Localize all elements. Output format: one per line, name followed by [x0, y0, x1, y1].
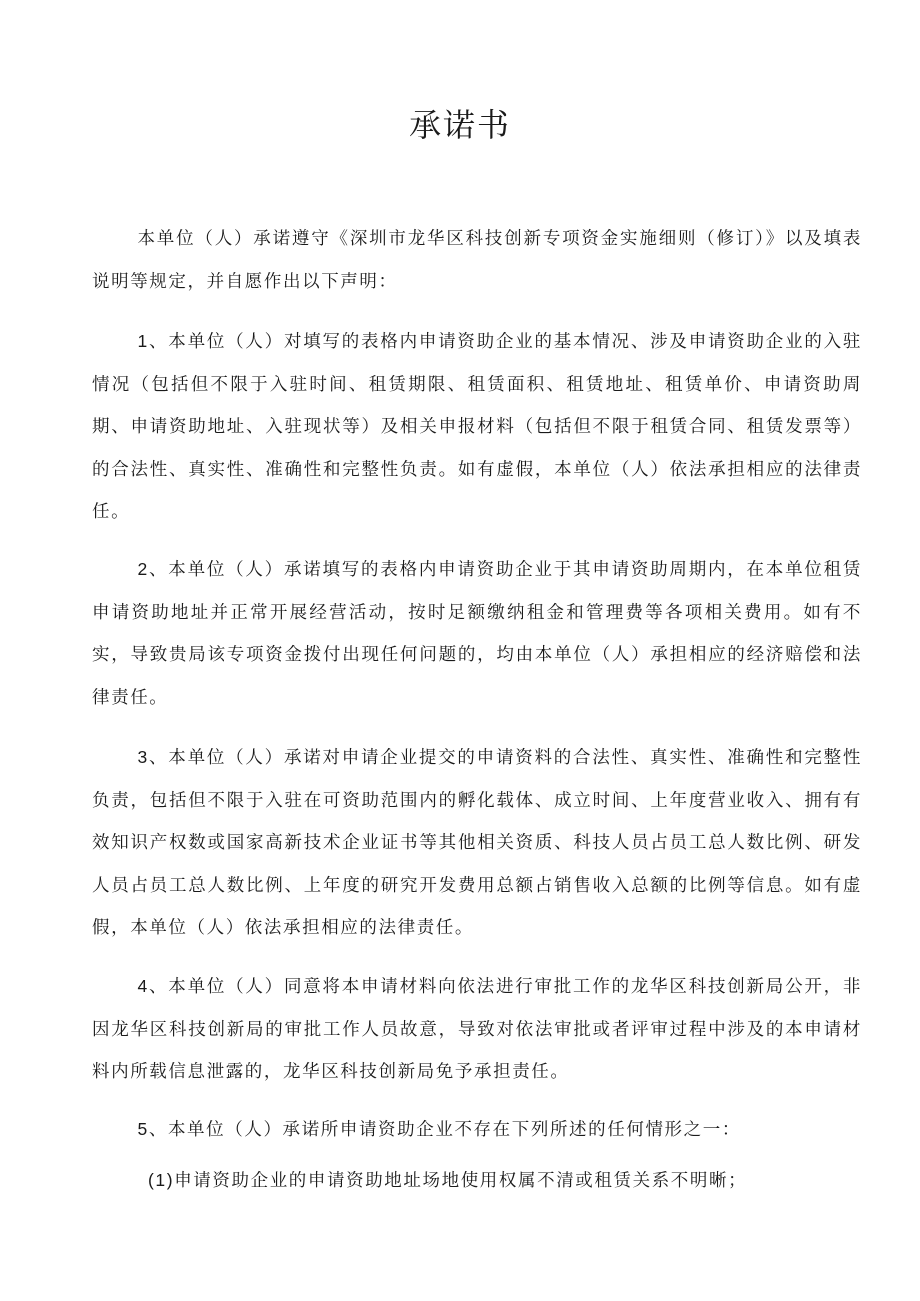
- clause-2: [92, 548, 862, 719]
- intro-paragraph: 本单位（人）承诺遵守《深圳市龙华区科技创新专项资金实施细则（修订）》以及填表说明等规定，并自愿作出以下声明：: [92, 229, 862, 292]
- subclause-5-1-number: (1): [148, 1170, 175, 1190]
- clause-1-number: 1: [137, 331, 149, 351]
- clause-4-text: 、本单位（人）同意将本申请材料向依法进行审批工作的龙华区科技创新局公开，非因龙华区科技创新局的审批工作人员故意，导致对依法审批或者评审过程中涉及的本申请材料内所载信息泄露的，龙华区科技创新局免予承担责任。: [92, 977, 862, 1082]
- clause-1-text: 、本单位（人）对填写的表格内申请资助企业的基本情况、涉及申请资助企业的入驻情况（包括但不限于入驻时间、租赁期限、租赁面积、租赁地址、租赁单价、申请资助周期、申请资助地址、入驻现状等）及相关申报材料（包括但不限于租赁合同、租赁发票等）的合法性、真实性、准确性和完整性负责。如有虚假，本单位（人）依法承担相应的法律责任。: [92, 332, 862, 522]
- clause-4-number: 4: [137, 976, 149, 996]
- clause-5-number: 5: [137, 1119, 149, 1139]
- subclause-5-1-text: 申请资助企业的申请资助地址场地使用权属不清或租赁关系不明晰；: [174, 1171, 748, 1191]
- subclause-5-1: [148, 1159, 862, 1203]
- clause-1: [92, 320, 862, 534]
- clause-2-number: 2: [137, 559, 149, 579]
- clause-3-number: 3: [137, 747, 149, 767]
- document-title: 承诺书: [408, 106, 511, 144]
- clause-4: [92, 965, 862, 1094]
- clause-2-text: 、本单位（人）承诺填写的表格内申请资助企业于其申请资助周期内，在本单位租赁申请资助地址并正常开展经营活动，按时足额缴纳租金和管理费等各项相关费用。如有不实，导致贵局该专项资金拨付出现任何问题的，均由本单位（人）承担相应的经济赔偿和法律责任。: [92, 560, 862, 708]
- clause-5: [92, 1108, 862, 1152]
- clause-5-text: 、本单位（人）承诺所申请资助企业不存在下列所述的任何情形之一：: [148, 1120, 741, 1140]
- clause-3: [92, 736, 862, 950]
- clause-3-text: 、本单位（人）承诺对申请企业提交的申请资料的合法性、真实性、准确性和完整性负责，包括但不限于入驻在可资助范围内的孵化载体、成立时间、上年度营业收入、拥有有效知识产权数或国家高新技术企业证书等其他相关资质、科技人员占员工总人数比例、研发人员占员工总人数比例、上年度的研究开发费用总额占销售收入总额的比例等信息。如有虚假，本单位（人）依法承担相应的法律责任。: [92, 748, 862, 938]
